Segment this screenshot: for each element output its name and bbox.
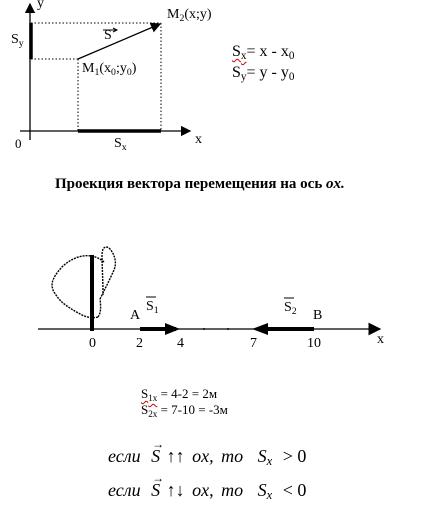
vector-s-label: S <box>104 28 112 43</box>
number-line-axis-label: x <box>377 332 384 347</box>
tick-label-10: 10 <box>307 336 321 351</box>
tick-label-7: 7 <box>250 336 257 351</box>
tick-label-0: 0 <box>89 336 96 351</box>
tick-label-2: 2 <box>136 336 143 351</box>
calc-s1x: $S_{1x} = 4-2 = 2м$ <box>141 386 218 403</box>
axis-figure <box>0 225 440 355</box>
y-axis-label: y <box>37 0 44 11</box>
s1-arrowhead <box>165 323 180 335</box>
condition-positive: если → S ↑↑ ox, то $S_x > 0$ <box>108 437 307 468</box>
coordinate-figure <box>0 0 440 160</box>
s1-label: $S_1$ <box>146 299 159 316</box>
point-a-label: A <box>130 308 141 323</box>
tick-label-4: 4 <box>177 336 184 351</box>
point-m2-label: $M_2(x;y)$ <box>167 7 212 24</box>
origin-label: 0 <box>15 136 22 151</box>
formula-sx: $S_x= x - x_0$ <box>232 43 295 62</box>
s2-arrowhead <box>252 323 268 335</box>
sy-label: $S_y$ <box>11 32 24 49</box>
stick-figure-sketch <box>52 247 115 318</box>
displacement-vector <box>78 24 160 59</box>
x-axis-label: x <box>195 132 202 147</box>
calc-s2x: $S_{2x} = 7-10 = -3м$ <box>141 402 228 419</box>
tick-dot <box>203 328 205 330</box>
formula-sy: $S_y= y - y_0$ <box>232 64 295 83</box>
section-title: Проекция вектора перемещения на ось ox. <box>55 176 345 192</box>
s2-label: $S_2$ <box>284 300 297 317</box>
point-b-label: B <box>313 308 323 323</box>
sx-label: $S_x$ <box>114 136 127 153</box>
condition-negative: если → S ↑↓ ox, то $S_x < 0$ <box>108 471 307 502</box>
tick-dot <box>227 328 229 330</box>
point-m1-label: $M_1(x_0;y_0)$ <box>82 61 137 78</box>
